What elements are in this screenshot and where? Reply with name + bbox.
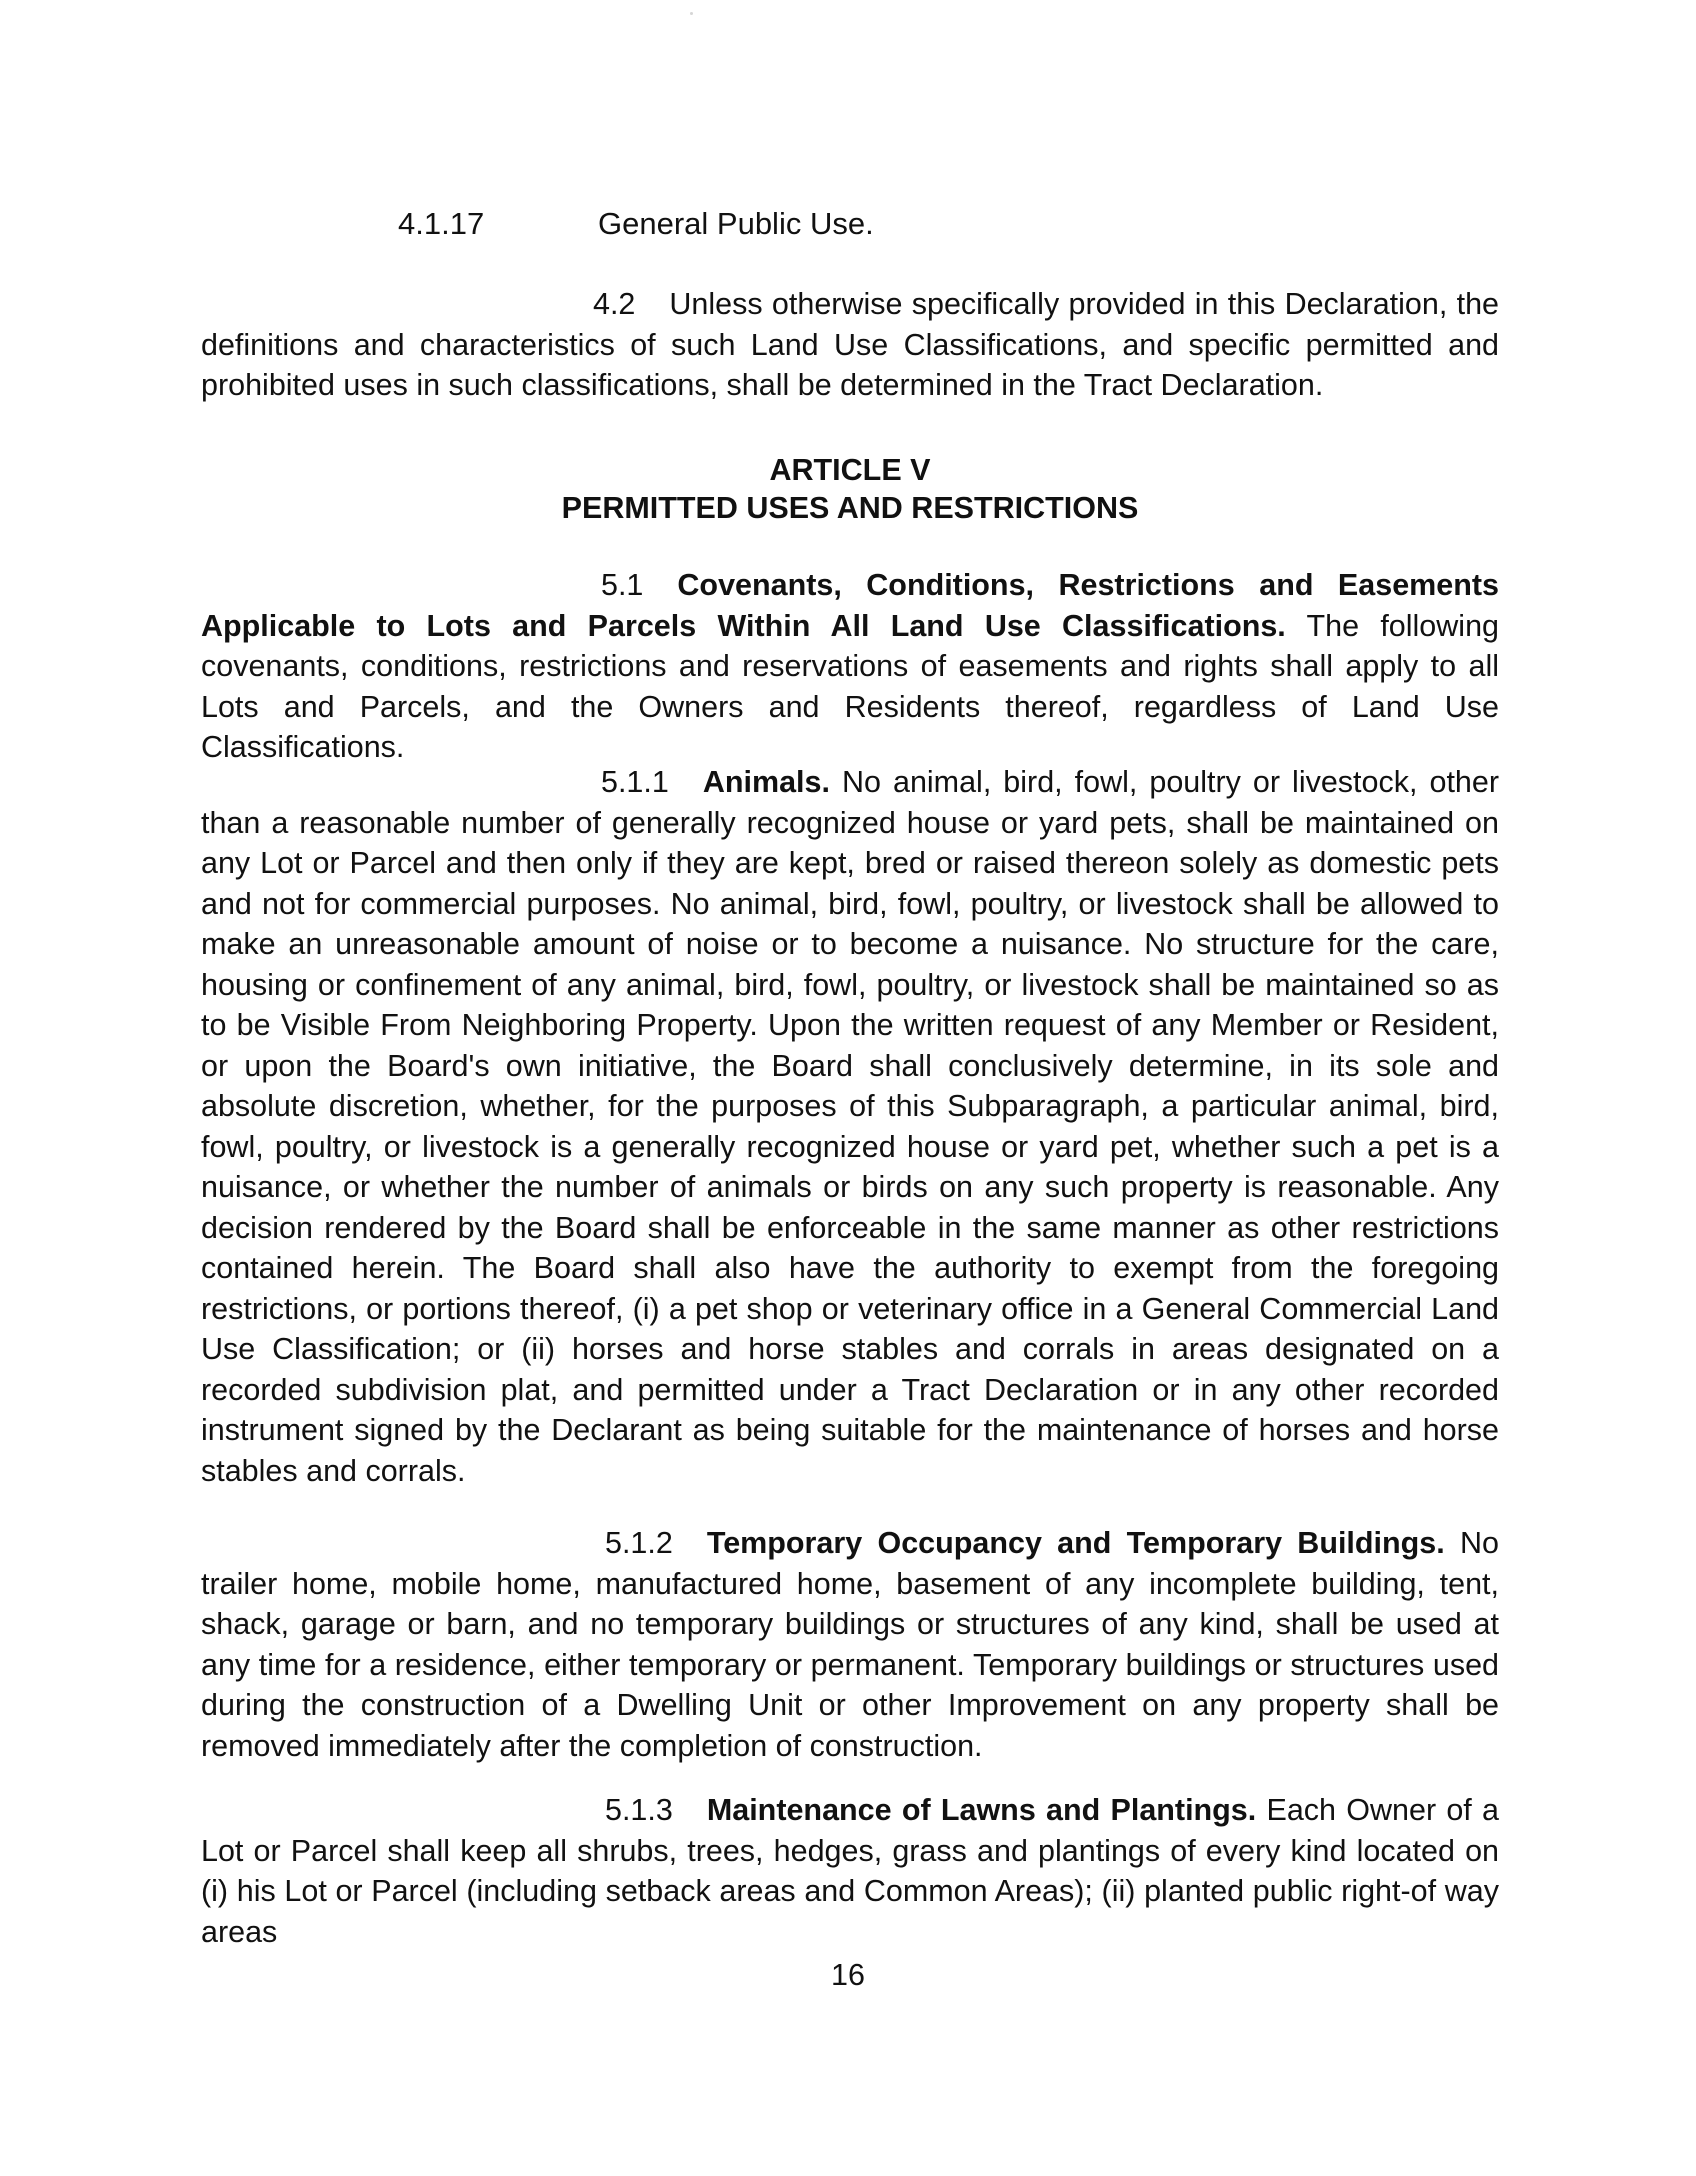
- page-number: 16: [831, 1958, 865, 1992]
- article-number: ARTICLE V: [769, 453, 931, 487]
- section-5-1-1: [201, 762, 1499, 1491]
- section-number: 5.1.1: [601, 765, 669, 799]
- section-4-1-17: [398, 206, 874, 242]
- section-text: Each Owner of a Lot or Parcel shall keep all shrubs, trees, hedges, grass and plantings of every kind located on (i) his Lot or Parcel (including setback areas and Common Areas); (ii) planted public right-of way areas: [201, 1793, 1499, 1949]
- section-text: No animal, bird, fowl, poultry or livestock, other than a reasonable number of generally recognized house or yard pets, shall be maintained on any Lot or Parcel and then only if they are kept, bred or raised thereon solely as domestic pets and not for commercial purposes. No animal, bird, fowl, poultry, or livestock shall be allowed to make an unreasonable amount of noise or to become a nuisance. No structure for the care, housing or confinement of any animal, bird, fowl, poultry, or livestock shall be maintained so as to be Visible From Neighboring Property. Upon the written request of any Member or Resident, or upon the Board's own initiative, the Board shall conclusively determine, in its sole and absolute discretion, whether, for the purposes of this Subparagraph, a particular animal, bird, fowl, poultry, or livestock is a generally recognized house or yard pet, whether such a pet is a nuisance, or whether the number of animals or birds on any such property is reasonable. Any decision rendered by the Board shall be enforceable in the same manner as other restrictions contained herein. The Board shall also have the authority to exempt from the foregoing restrictions, or portions thereof, (i) a pet shop or veterinary office in a General Commercial Land Use Classification; or (ii) horses and horse stables and corrals in areas designated on a recorded subdivision plat, and permitted under a Tract Declaration or in any other recorded instrument signed by the Declarant as being suitable for the maintenance of horses and horse stables and corrals.: [201, 765, 1499, 1488]
- section-5-1-2: [201, 1523, 1499, 1766]
- section-text: No trailer home, mobile home, manufactured home, basement of any incomplete building, tent, shack, garage or barn, and no temporary buildings or structures of any kind, shall be used at any time for a residence, either temporary or permanent. Temporary buildings or structures used during the construction of a Dwelling Unit or other Improvement on any property shall be removed immediately after the completion of construction.: [201, 1526, 1499, 1763]
- section-number: 4.2: [593, 287, 636, 321]
- section-heading: Maintenance of Lawns and Plantings.: [706, 1793, 1257, 1827]
- section-heading: Temporary Occupancy and Temporary Buildings.: [706, 1526, 1445, 1560]
- section-text: Unless otherwise specifically provided in this Declaration, the definitions and characteristics of such Land Use Classifications, and specific permitted and prohibited uses in such classifications, shall be determined in the Tract Declaration.: [201, 287, 1499, 402]
- section-text: The following covenants, conditions, restrictions and reservations of easements and rights shall apply to all Lots and Parcels, and the Owners and Residents thereof, regardless of Land Use Classifications.: [201, 608, 1499, 764]
- section-4-2: [201, 284, 1499, 406]
- section-heading: Animals.: [702, 765, 830, 799]
- section-text: General Public Use.: [598, 206, 874, 241]
- section-heading: Covenants, Conditions, Restrictions and Easements Applicable to Lots and Parcels Within All Land Use Classifications.: [201, 568, 1499, 643]
- article-title: PERMITTED USES AND RESTRICTIONS: [561, 491, 1139, 525]
- scan-speck: [690, 12, 693, 15]
- section-number: 5.1: [601, 568, 644, 602]
- section-number: 5.1.3: [605, 1793, 673, 1827]
- section-number: 4.1.17: [398, 206, 485, 241]
- section-number: 5.1.2: [605, 1526, 673, 1560]
- section-5-1: [201, 565, 1499, 768]
- section-5-1-3: [201, 1790, 1499, 1952]
